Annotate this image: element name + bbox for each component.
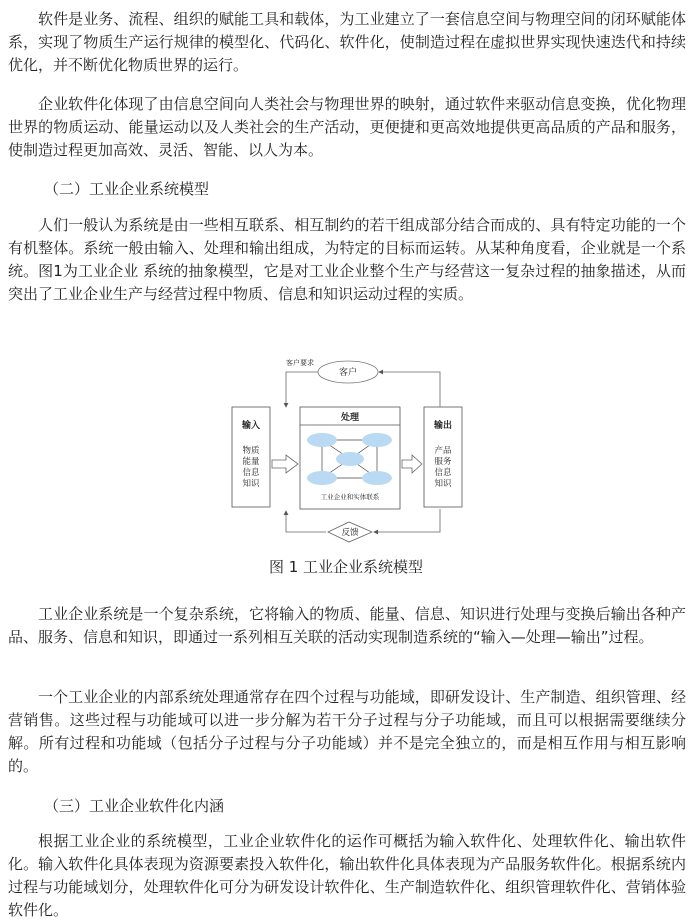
process-title: 处理 <box>340 413 360 423</box>
output-flow-arrow <box>402 455 422 473</box>
paragraph-5: 一个工业企业的内部系统处理通常存在四个过程与功能域，即研发设计、生产制造、组织管理、经营销售。这些过程与功能域可以进一步分解为若干分子过程与分子功能域，而且可以根据需要继续分解。所有过程和功能域（包括分子过程与分子功能域）并不是完全独立的，而是相互作用与相互影响的。 <box>8 688 686 775</box>
input-title: 输入 <box>241 421 261 431</box>
process-node <box>362 471 392 485</box>
feedback-label: 反馈 <box>341 528 359 538</box>
process-node <box>362 433 392 447</box>
input-item: 知识 <box>242 479 260 489</box>
output-title: 输出 <box>433 421 453 431</box>
paragraph-1: 软件是业务、流程、组织的赋能工具和载体，为工业建立了一套信息空间与物理空间的闭环赋能体系，实现了物质生产运行规律的模型化、代码化、软件化，使制造过程在虚拟世界实现快速迭代和持续优化，并不断优化物质世界的运行。 <box>8 10 686 74</box>
input-item: 信息 <box>242 468 260 478</box>
section-heading-2: （二）工业企业系统模型 <box>44 180 210 198</box>
output-item: 知识 <box>434 479 452 489</box>
input-item: 能量 <box>242 457 260 467</box>
process-caption: 工业企业和实体联系 <box>320 493 380 501</box>
customer-request-label: 客户要求 <box>286 359 314 367</box>
customer-label: 客户 <box>338 368 358 378</box>
paragraph-2: 企业软件化体现了由信息空间向人类社会与物理世界的映射，通过软件来驱动信息变换，优化物理世界的物质运动、能量运动以及人类社会的生产活动，更便捷和更高效地提供更高品质的产品和服务，使制造过程更加高效、灵活、智能、以人为本。 <box>8 95 686 159</box>
paragraph-4: 工业企业系统是一个复杂系统，它将输入的物质、能量、信息、知识进行处理与变换后输出各种产品、服务、信息和知识，即通过一系列相互关联的活动实现制造系统的“输入—处理—输出”过程。 <box>8 605 686 646</box>
figure-caption: 图 1 工业企业系统模型 <box>268 558 424 576</box>
output-item: 产品 <box>434 446 452 456</box>
system-model-figure <box>228 352 464 548</box>
output-item: 信息 <box>434 468 452 478</box>
process-node <box>307 471 337 485</box>
process-node <box>307 433 337 447</box>
section-heading-3: （三）工业企业软件化内涵 <box>44 797 225 815</box>
paragraph-6: 根据工业企业的系统模型，工业企业软件化的运作可概括为输入软件化、处理软件化、输出软件化。输入软件化具体表现为资源要素投入软件化，输出软件化具体表现为产品服务软件化。根据系统内过程与功能域划分，处理软件化可分为研发设计软件化、生产制造软件化、组织管理软件化、营销体验软件化。 <box>8 832 686 919</box>
output-item: 服务 <box>434 457 452 467</box>
input-item: 物质 <box>242 446 260 456</box>
process-node <box>336 452 364 466</box>
paragraph-3: 人们一般认为系统是由一些相互联系、相互制约的若干组成部分结合而成的、具有特定功能的一个有机整体。系统一般由输入、处理和输出组成，为特定的目标而运转。从某种角度看，企业就是一个系统。图1为工业企业 系统的抽象模型，它是对工业企业整个生产与经营这一复杂过程的抽象描述，从而突出了工业企业生产与经营过程中物质、信息和知识运动过程的实质。 <box>8 216 686 303</box>
system-model-diagram <box>228 352 464 548</box>
input-flow-arrow <box>272 455 298 473</box>
